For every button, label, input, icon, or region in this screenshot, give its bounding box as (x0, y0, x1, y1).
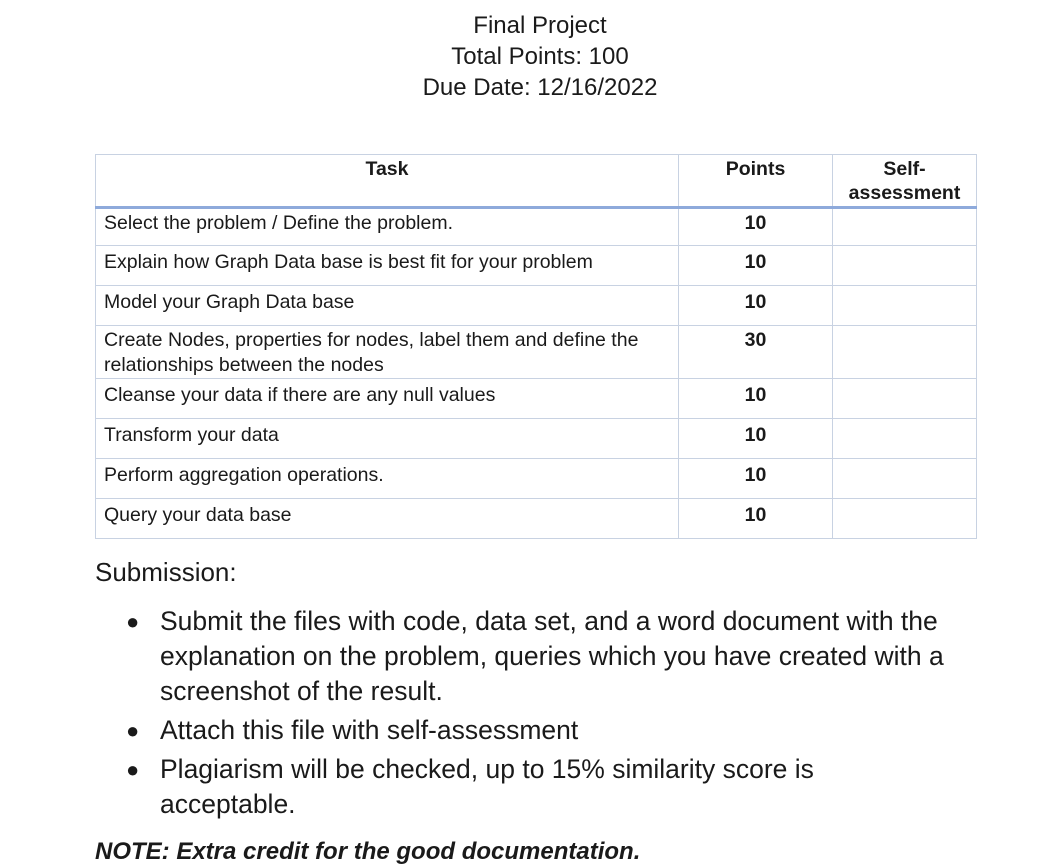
table-row (96, 326, 977, 379)
bullet-icon: ● (126, 757, 140, 782)
document-title: Final Project (473, 12, 607, 39)
task-cell: Select the problem / Define the problem. (96, 208, 679, 246)
task-cell: Create Nodes, properties for nodes, label them and define the relationships between the nodes (96, 326, 679, 379)
points-cell: 30 (679, 326, 833, 379)
submission-list (124, 604, 944, 826)
self-assessment-cell[interactable] (833, 208, 977, 246)
task-cell: Cleanse your data if there are any null values (96, 379, 679, 419)
task-cell: Query your data base (96, 499, 679, 539)
extra-credit-note: NOTE: Extra credit for the good documentation. (95, 838, 641, 865)
document-header (0, 10, 1056, 103)
bullet-icon: ● (126, 718, 140, 743)
table-row (96, 459, 977, 499)
list-item-text: Plagiarism will be checked, up to 15% similarity score is acceptable. (160, 754, 814, 819)
list-item (124, 604, 944, 709)
task-cell: Transform your data (96, 419, 679, 459)
task-cell: Perform aggregation operations. (96, 459, 679, 499)
table-row (96, 419, 977, 459)
points-cell: 10 (679, 379, 833, 419)
table-row (96, 286, 977, 326)
column-header-self-assessment: Self- assessment (833, 155, 977, 208)
self-assessment-cell[interactable] (833, 286, 977, 326)
total-points: Total Points: 100 (451, 43, 629, 70)
list-item (124, 713, 944, 748)
column-header-task: Task (96, 155, 679, 208)
table-row (96, 208, 977, 246)
self-assessment-cell[interactable] (833, 499, 977, 539)
list-item-text: Submit the files with code, data set, and a word document with the explanation on the problem, queries which you have created with a screenshot of the result. (160, 606, 944, 706)
list-item-text: Attach this file with self-assessment (160, 715, 579, 745)
points-cell: 10 (679, 208, 833, 246)
self-assessment-cell[interactable] (833, 326, 977, 379)
table-row (96, 379, 977, 419)
column-header-points: Points (679, 155, 833, 208)
self-assessment-cell[interactable] (833, 379, 977, 419)
points-cell: 10 (679, 499, 833, 539)
points-cell: 10 (679, 459, 833, 499)
points-cell: 10 (679, 286, 833, 326)
points-cell: 10 (679, 419, 833, 459)
submission-heading: Submission: (95, 557, 237, 587)
table-row (96, 499, 977, 539)
list-item (124, 752, 944, 822)
self-assessment-cell[interactable] (833, 246, 977, 286)
due-date: Due Date: 12/16/2022 (422, 74, 658, 101)
self-assessment-cell[interactable] (833, 419, 977, 459)
bullet-icon: ● (126, 609, 140, 634)
table-row (96, 246, 977, 286)
task-cell: Explain how Graph Data base is best fit for your problem (96, 246, 679, 286)
points-cell: 10 (679, 246, 833, 286)
task-cell: Model your Graph Data base (96, 286, 679, 326)
self-assessment-cell[interactable] (833, 459, 977, 499)
rubric-table (95, 154, 977, 539)
table-header-row (96, 155, 977, 208)
